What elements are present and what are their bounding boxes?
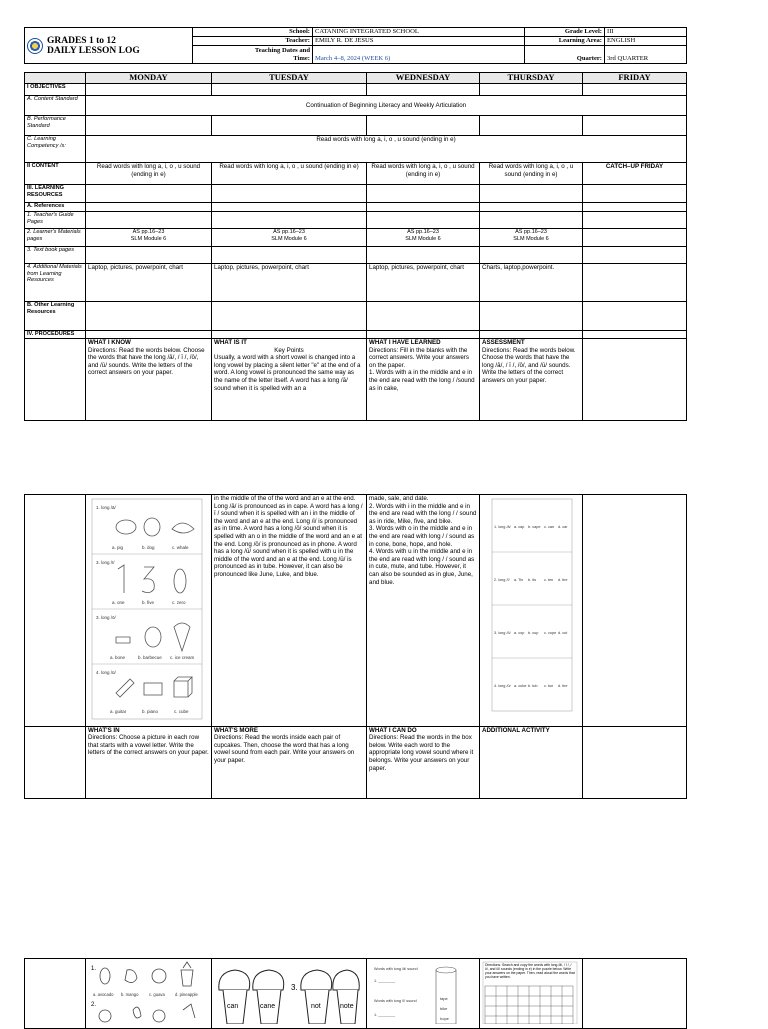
row-other-resources: B. Other Learning Resources: [27, 302, 75, 315]
whats-more-title: WHAT'S MORE: [214, 726, 258, 734]
what-i-have-learned-cell: [367, 339, 480, 421]
grade-value: III: [605, 28, 687, 37]
pictures-worksheet-image: [88, 497, 208, 721]
fruit-pictures-image: [87, 960, 209, 1024]
row-procedures: IV. PROCEDURES: [27, 331, 75, 337]
pic-label: c. cube: [174, 709, 189, 714]
pic-label: b. piano: [142, 709, 159, 714]
what-i-have-learned-continued: made, sale, and date. 2. Words with i in the middle and e in the end are read with the long / / sound as in ride, Mike, five, and bike. 3. Words with o in the middle and e in the end are read with long / / sound as in cone, bone, hope, and hole. 4. Words with u in the middle and e in the end are read with long / / sound as in cute, mute, and tube. However, it can also be sounded as in glue, June, and blue.: [367, 495, 480, 727]
assessment-title: ASSESSMENT: [482, 339, 525, 346]
assess-word: b. tub: [528, 684, 538, 688]
item-number: 2.: [91, 1002, 97, 1008]
assessment-image-cell: [480, 495, 583, 727]
additional-activity-cell: [480, 726, 583, 798]
sort-line: Words with long /ā/ sound: [374, 967, 418, 971]
header-title-line1: GRADES 1 to 12: [47, 35, 116, 46]
row-additional-materials: 4. Additional Materials from Learning Resources: [25, 264, 86, 302]
assessment-text: Directions: Read the words below. Choose the words that have the long /ā/, / ī /, /ō/, and /ū/ sounds. Write the letters of the correct answers on your paper.: [482, 346, 576, 384]
pic-label: c. whale: [172, 545, 189, 550]
header-title-line2: DAILY LESSON LOG: [47, 45, 140, 56]
assess-row-label: 4. long /ū/: [494, 684, 511, 688]
materials-wednesday: Laptop, pictures, powerpoint, chart: [367, 264, 480, 302]
what-i-know-cell: [86, 339, 212, 421]
pic-label: a. guitar: [110, 709, 127, 714]
what-i-know-text: Directions: Read the words below. Choose the words that have the long /ā/, / ī /, /ō/, and /ū/ sounds. Write the letters of the correct answers on your paper.: [88, 346, 205, 377]
materials-monday: Laptop, pictures, powerpoint, chart: [86, 264, 212, 302]
assess-row-label: 1. long /ā/: [494, 525, 511, 529]
fruit-label: b. mango: [121, 992, 139, 997]
school-label: School:: [193, 28, 313, 37]
key-points-subtitle: Key Points: [274, 346, 304, 354]
additional-activity-puzzle: [480, 959, 583, 1029]
fruit-label: c. guava: [149, 992, 165, 997]
fruit-label: d. pineapple: [175, 992, 198, 997]
pic-label: a. pig: [112, 545, 124, 550]
what-i-can-do-cell: [367, 726, 480, 798]
page3-table: [24, 958, 687, 1029]
day-tuesday: TUESDAY: [212, 73, 367, 84]
day-monday: MONDAY: [86, 73, 212, 84]
assess-word: d. tire: [558, 684, 568, 688]
as-pages: AS pp.16–23: [515, 229, 547, 235]
dates-value: March 4–8, 2024 (WEEK 6): [313, 46, 525, 64]
continuation-cell: Continuation of Beginning Literacy and Weekly Articulation: [86, 96, 687, 116]
materials-tuesday: Laptop, pictures, powerpoint, chart: [212, 264, 367, 302]
row-performance-standard: B. Performance Standard: [25, 116, 86, 136]
content-monday: Read words with long a, i, o , u sound (ending in e): [86, 163, 212, 185]
row-references: A. References: [27, 203, 65, 209]
school-value: CATANING INTEGRATED SCHOOL: [313, 28, 525, 37]
pic-label: 4. long /ū/: [96, 670, 116, 675]
day-wednesday: WEDNESDAY: [367, 73, 480, 84]
lm-wednesday: [367, 229, 480, 247]
cupcake-word: can: [227, 1003, 239, 1010]
teacher-label: Teacher:: [193, 37, 313, 46]
row-learners-materials: 2. Learner's Materials pages: [25, 229, 86, 247]
assess-word: c. ten: [544, 578, 554, 582]
assess-word: a. Tin: [514, 578, 524, 582]
assess-word: c. tun: [544, 684, 554, 688]
content-friday: CATCH–UP FRIDAY: [583, 163, 687, 185]
row-objectives: I OBJECTIVES: [27, 84, 66, 90]
what-i-know-title: WHAT I KNOW: [88, 339, 131, 346]
item-number: 1.: [91, 966, 97, 972]
teacher-value: EMILY R. DE JESUS: [313, 37, 525, 46]
day-friday: FRIDAY: [583, 73, 687, 84]
as-pages: AS pp.16–23: [132, 229, 165, 235]
slm-module: SLM Module 6: [130, 235, 167, 242]
as-pages: AS pp.16–23: [407, 229, 439, 235]
dll-header: [24, 27, 687, 64]
what-is-it-cell: [212, 339, 367, 421]
whats-in-title: WHAT'S IN: [88, 726, 120, 734]
assess-row-label: 3. long /ō/: [494, 631, 511, 635]
word-puzzle-image: [481, 960, 579, 1024]
what-is-it-continued: in the middle of the of the word and an e at the end. Long /ā/ is pronounced as in cape. A word has a long / ī / sound when it is spelled with an i in the middle of the word and an e at the end. Long /i/ is pronounced as in time. A word has a long /ō/ sound when it is spelled with an o in the middle of the word and an e at the end. Long /ō/ is pronounced as in phone. A word has a long /ū/ sound when it is spelled with u in the middle of the word and an e at the end. Long /ū/ is pronounced as in tube. However, it can also be pronounced like June, Luke, and blue.: [212, 495, 367, 727]
dates-label-line2: Time:: [293, 54, 310, 62]
assess-word: d. cut: [558, 631, 568, 635]
pic-label: b. dog: [142, 545, 155, 550]
corner-cell: [25, 73, 86, 84]
pic-label: b. five: [142, 600, 155, 605]
pic-label: a. one: [112, 600, 125, 605]
sort-line: 1. ________: [374, 979, 396, 983]
quarter-value: 3rd QUARTER: [605, 46, 687, 64]
cupcake-word: note: [340, 1003, 354, 1010]
lm-monday: [86, 229, 212, 247]
whats-in-pictures: [86, 959, 212, 1029]
what-i-can-do-text: Directions: Read the words in the box below. Write each word to the appropriate long vowel sound where it belongs. Write your answers on your paper.: [369, 734, 474, 772]
assess-word: a. cap: [514, 525, 525, 529]
fruit-label: a. avocado: [93, 992, 114, 997]
deped-seal-icon: [27, 38, 43, 54]
row-textbook: 3. Text book pages: [25, 247, 86, 264]
grade-label: Grade Level:: [525, 28, 605, 37]
slm-module: SLM Module 6: [405, 235, 441, 242]
what-i-have-learned-title: WHAT I HAVE LEARNED: [369, 339, 441, 346]
lm-thursday: [480, 229, 583, 247]
what-is-it-title: WHAT IS IT: [214, 339, 247, 346]
area-label: Learning Area:: [525, 37, 605, 46]
pic-label: 3. long /ī/: [96, 560, 115, 565]
dates-label: [193, 46, 313, 64]
dll-main-table: [24, 72, 687, 421]
pic-label: c. ice cream: [170, 655, 195, 660]
slm-module: SLM Module 6: [513, 235, 549, 242]
materials-thursday: Charts, laptop,powerpoint.: [480, 264, 583, 302]
whats-more-cupcakes: [212, 959, 367, 1029]
assess-word: d. car: [558, 525, 568, 529]
assess-word: c. can: [544, 525, 555, 529]
area-value: ENGLISH: [605, 37, 687, 46]
assess-word: b. its: [528, 578, 537, 582]
pic-label: 1. long /ā/: [96, 505, 116, 510]
assess-word: b. cup: [528, 631, 539, 635]
content-wednesday: Read words with long a, i, o , u sound (ending in e): [367, 163, 480, 185]
as-pages: AS pp.16–23: [273, 229, 305, 235]
assess-word: d. tire: [558, 578, 568, 582]
header-title-block: [25, 28, 193, 64]
pic-label: c. zero: [172, 600, 186, 605]
day-thursday: THURSDAY: [480, 73, 583, 84]
cupcake-word: not: [311, 1003, 321, 1010]
pic-label: b. barbecue: [138, 655, 162, 660]
row-competency: C. Learning Competency /s:: [25, 136, 86, 163]
assessment-worksheet-image: [482, 497, 578, 717]
row-teachers-guide: 1. Teacher's Guide Pages: [25, 212, 86, 229]
cupcake-word: cane: [260, 1003, 276, 1010]
what-i-can-do-title: WHAT I CAN DO: [369, 726, 417, 734]
puzzle-directions: Directions: Search and copy the words with long /ā/, / ī /, /ō/, and /ū/ sounds (ending in e) in the puzzle below. Write your answers on the paper. Then, read aloud the words that you have written.: [485, 963, 575, 979]
box-word: tape: [440, 996, 448, 1001]
row-resources: III. LEARNING RESOURCES: [27, 185, 64, 198]
cupcakes-image: [213, 960, 363, 1024]
row-content-standard: A. Content Standard: [25, 96, 86, 116]
additional-activity-title: ADDITIONAL ACTIVITY: [482, 726, 550, 734]
pic-label: a. bone: [110, 655, 126, 660]
row-content: II CONTENT: [27, 163, 59, 169]
what-i-have-learned-text: Directions: Fill in the blanks with the correct answers. Write your answers on the paper. 1. Words with a in the middle and e in the end are read with the long / /sound as in cake,: [369, 346, 475, 392]
sort-line: 1. ________: [374, 1013, 396, 1017]
cupcake-number: 3.: [291, 983, 298, 992]
whats-in-text: Directions: Choose a picture in each row that starts with a vowel letter. Write the letters of the correct answers on your paper.: [88, 734, 209, 757]
what-i-know-pictures: [86, 495, 212, 727]
content-thursday: Read words with long a, i, o , u sound (ending in e): [480, 163, 583, 185]
dates-label-line1: Teaching Dates and: [254, 46, 310, 54]
pic-label: 3. long /ō/: [96, 615, 116, 620]
whats-in-cell: [86, 726, 212, 798]
assess-word: a. cube: [514, 684, 527, 688]
competency-cell: Read words with long a, i, o , u sound (ending in e): [86, 136, 687, 163]
assess-word: b. cape: [528, 525, 541, 529]
whats-more-cell: [212, 726, 367, 798]
assess-row-label: 2. long /ī/: [494, 578, 510, 582]
box-word: bike: [440, 1006, 448, 1011]
assess-word: a. cop: [514, 631, 525, 635]
sort-line: Words with long /ī/ sound: [374, 999, 417, 1003]
page2-table: [24, 494, 687, 799]
lm-tuesday: [212, 229, 367, 247]
what-i-can-do-image: [367, 959, 480, 1029]
slm-module: SLM Module 6: [271, 235, 307, 242]
assess-word: c. cope: [544, 631, 557, 635]
box-word: hope: [440, 1016, 449, 1021]
whats-more-text: Directions: Read the words inside each pair of cupcakes. Then, choose the word that has a long vowel sound from each pair. Write your answers on your paper.: [214, 734, 355, 764]
quarter-label: Quarter:: [525, 46, 605, 64]
word-sort-image: [368, 960, 476, 1024]
what-is-it-text: Usually, a word with a short vowel is changed into a long vowel by placing a silent letter "e" at the end of a word. A long vowel is pronounced the same way as the name of the letter itself. A word has a long /ā/ sound when it is spelled with an a: [214, 354, 361, 392]
content-tuesday: Read words with long a, i, o , u sound (ending in e): [212, 163, 367, 185]
assessment-cell: [480, 339, 583, 421]
